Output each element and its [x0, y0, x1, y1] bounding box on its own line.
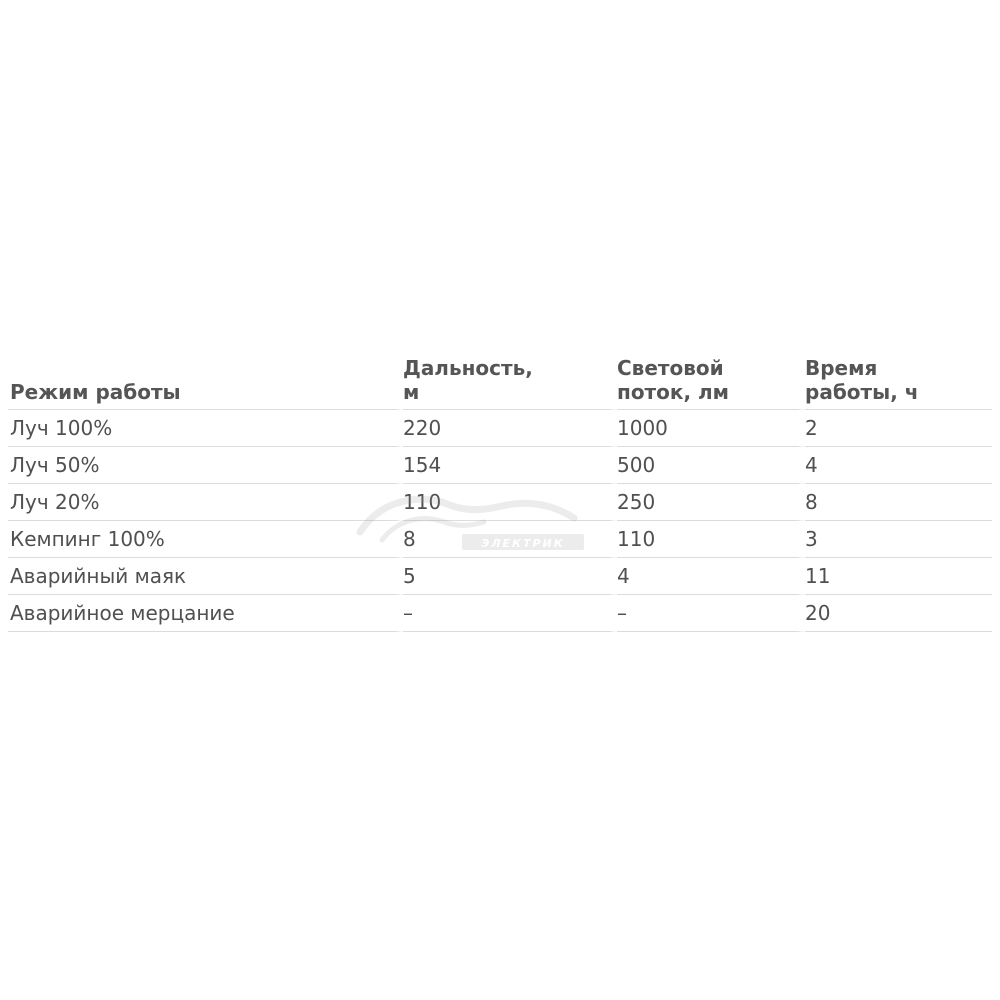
table-row — [8, 595, 992, 632]
cell-mode: Луч 20% — [8, 484, 403, 521]
cell-mode: Аварийное мерцание — [8, 595, 403, 632]
table-row — [8, 558, 992, 595]
cell-range: 8 — [403, 521, 617, 558]
cell-mode: Луч 100% — [8, 410, 403, 447]
cell-time: 2 — [805, 410, 992, 447]
table-row — [8, 410, 992, 447]
cell-flux: 110 — [617, 521, 805, 558]
cell-range: 220 — [403, 410, 617, 447]
cell-mode: Кемпинг 100% — [8, 521, 403, 558]
table-header — [8, 352, 992, 410]
cell-time: 11 — [805, 558, 992, 595]
cell-flux: 1000 — [617, 410, 805, 447]
header-time-label: Время работы, ч — [805, 356, 919, 404]
header-mode-label: Режим работы — [10, 380, 181, 404]
cell-range: 154 — [403, 447, 617, 484]
cell-flux: – — [617, 595, 805, 632]
cell-range: – — [403, 595, 617, 632]
header-flux-label: Световой поток, лм — [617, 356, 730, 404]
cell-range: 5 — [403, 558, 617, 595]
cell-time: 3 — [805, 521, 992, 558]
table-row — [8, 521, 992, 558]
header-range — [403, 352, 617, 410]
cell-time: 20 — [805, 595, 992, 632]
cell-flux: 250 — [617, 484, 805, 521]
cell-time: 8 — [805, 484, 992, 521]
spec-table — [8, 352, 992, 632]
cell-mode: Аварийный маяк — [8, 558, 403, 595]
cell-flux: 500 — [617, 447, 805, 484]
watermark-text: ЭЛЕКТРИК — [481, 537, 565, 550]
table-row — [8, 447, 992, 484]
header-mode — [8, 352, 403, 410]
header-time — [805, 352, 992, 410]
cell-time: 4 — [805, 447, 992, 484]
header-range-label: Дальность, м — [403, 356, 533, 404]
cell-mode: Луч 50% — [8, 447, 403, 484]
cell-flux: 4 — [617, 558, 805, 595]
header-flux — [617, 352, 805, 410]
table-row — [8, 484, 992, 521]
cell-range: 110 — [403, 484, 617, 521]
